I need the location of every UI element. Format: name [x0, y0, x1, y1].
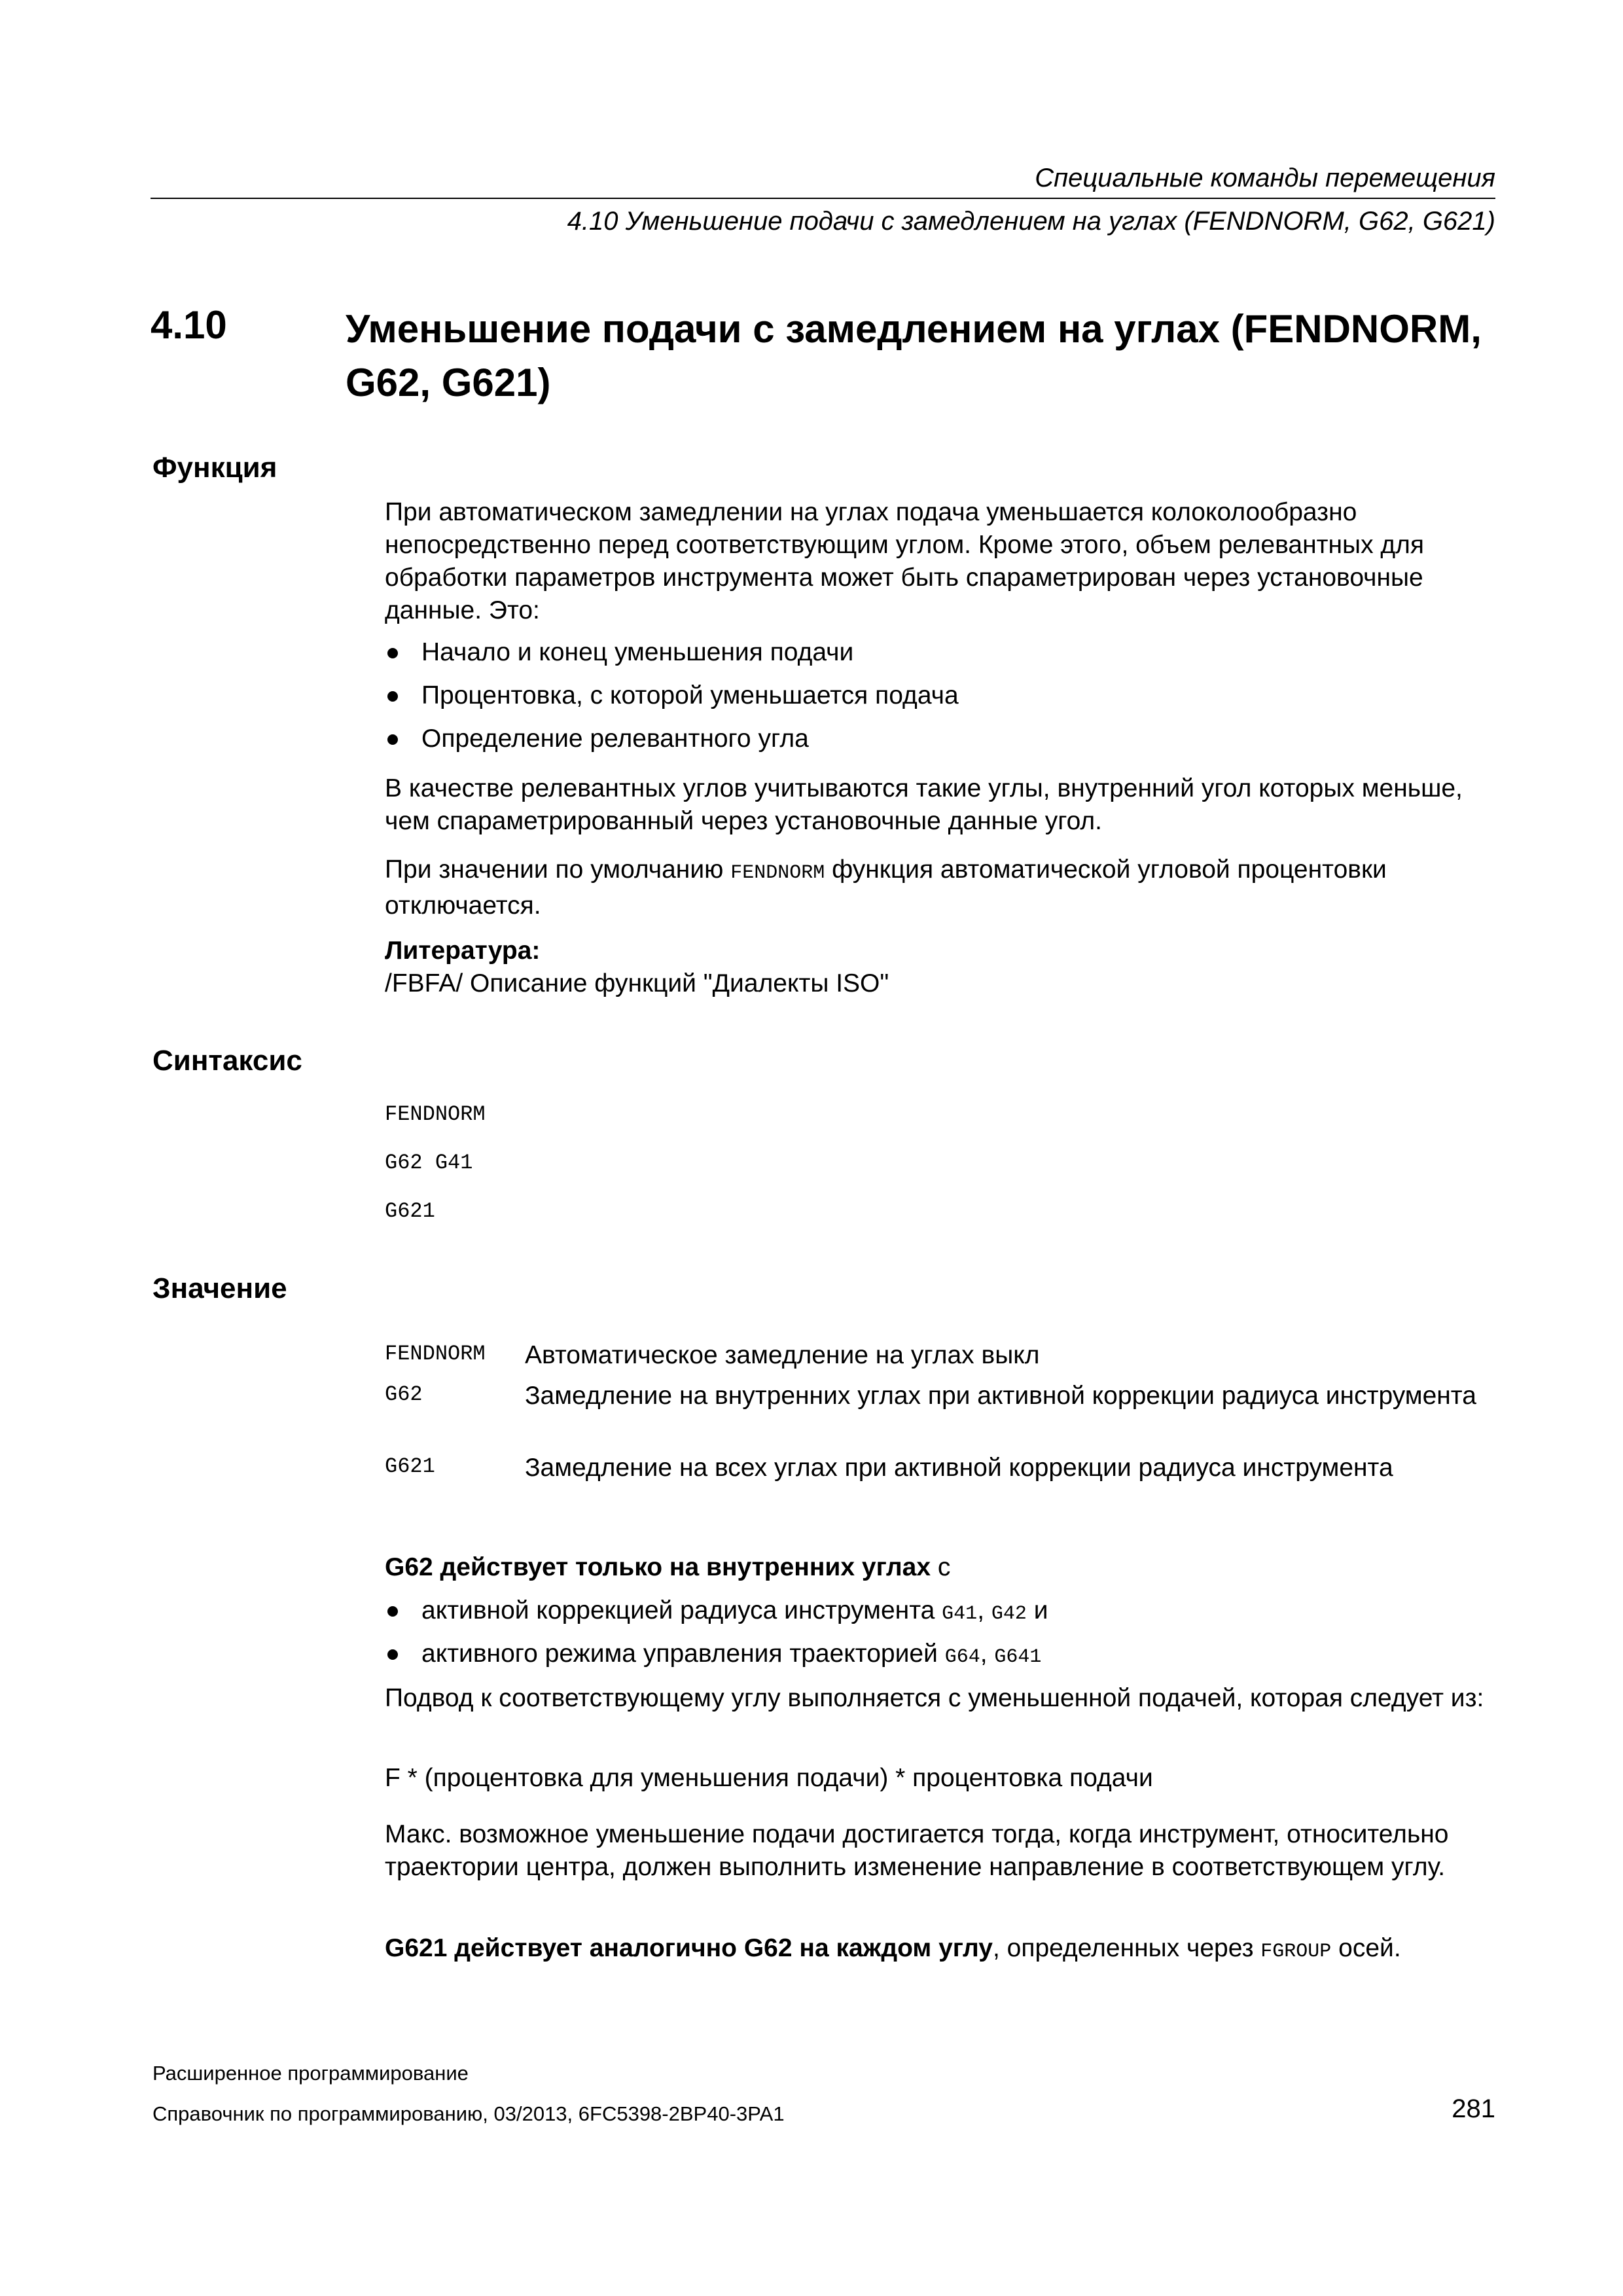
approach-paragraph: Подвод к соответствующему углу выполняется с уменьшенной подачей, которая следует из: — [385, 1684, 1484, 1712]
footer-edition: Справочник по программированию, 03/2013, 6FC5398-2BP40-3PA1 — [152, 2102, 785, 2125]
section-number: 4.10 — [151, 303, 227, 347]
list-item: Процентовка, с которой уменьшается подача — [385, 679, 1510, 723]
literature-label: Литература: — [385, 937, 541, 965]
default-paragraph: При значении по умолчанию FENDNORM функция автоматической угловой процентовки отключается. — [385, 855, 1387, 920]
literature-ref: /FBFA/ Описание функций "Диалекты ISO" — [385, 969, 889, 997]
list-item: Начало и конец уменьшения подачи — [385, 636, 1510, 679]
max-reduction-paragraph: Макс. возможное уменьшение подачи достигается тогда, когда инструмент, относительно траектории центра, должен выполнить изменение направление в соответствующем углу. — [385, 1820, 1449, 1881]
page-number: 281 — [1452, 2094, 1495, 2123]
bullet-icon — [387, 648, 398, 658]
def-term: FENDNORM — [385, 1342, 486, 1366]
list-item: Определение релевантного угла — [385, 723, 1510, 766]
header-rule — [151, 198, 1495, 199]
list-item: активной коррекцией радиуса инструмента G41, G42 и — [385, 1594, 1510, 1638]
def-term: G621 — [385, 1454, 435, 1479]
footer-book-title: Расширенное программирование — [152, 2062, 469, 2085]
inline-code: FENDNORM — [730, 862, 825, 884]
bullet-icon — [387, 691, 398, 702]
g62-note: G62 действует только на внутренних углах с — [385, 1553, 951, 1581]
bullet-icon — [387, 1649, 398, 1660]
g62-bullet-list — [385, 1594, 1510, 1681]
relevant-angles-paragraph: В качестве релевантных углов учитываются такие углы, внутренний угол которых меньше, чем спараметрированный через установочные данные угол. — [385, 774, 1463, 835]
function-bullet-list — [385, 636, 1510, 766]
bullet-icon — [387, 1606, 398, 1617]
syntax-heading: Синтаксис — [152, 1045, 302, 1077]
def-desc: Замедление на внутренних углах при активной коррекции радиуса инструмента — [525, 1382, 1476, 1410]
g621-note: G621 действует аналогично G62 на каждом углу, определенных через FGROUP осей. — [385, 1934, 1401, 1963]
def-term: G62 — [385, 1382, 423, 1407]
meaning-heading: Значение — [152, 1272, 287, 1304]
bullet-icon — [387, 734, 398, 745]
function-intro-text: При автоматическом замедлении на углах подача уменьшается колоколообразно непосредственно перед соответствующим углом. Кроме этого, объем релевантных для обработки параметров инструмента может быть спараметрирован через установочные данные. Это: — [385, 498, 1425, 624]
function-intro — [385, 496, 1510, 627]
formula-paragraph: F * (процентовка для уменьшения подачи) * процентовка подачи — [385, 1764, 1153, 1792]
running-header-chapter: Специальные команды перемещения — [1035, 164, 1495, 192]
function-heading: Функция — [152, 452, 277, 484]
section-title: Уменьшение подачи с замедлением на углах (FENDNORM, G62, G621) — [346, 307, 1482, 404]
syntax-line: G62 G41 — [385, 1151, 473, 1175]
running-header-section: 4.10 Уменьшение подачи с замедлением на углах (FENDNORM, G62, G621) — [567, 207, 1495, 236]
literature-block — [385, 935, 1510, 1000]
syntax-line: G621 — [385, 1199, 435, 1223]
syntax-line: FENDNORM — [385, 1102, 486, 1126]
def-desc: Замедление на всех углах при активной коррекции радиуса инструмента — [525, 1454, 1393, 1482]
def-desc: Автоматическое замедление на углах выкл — [525, 1341, 1040, 1369]
list-item: активного режима управления траекторией G64, G641 — [385, 1638, 1510, 1681]
